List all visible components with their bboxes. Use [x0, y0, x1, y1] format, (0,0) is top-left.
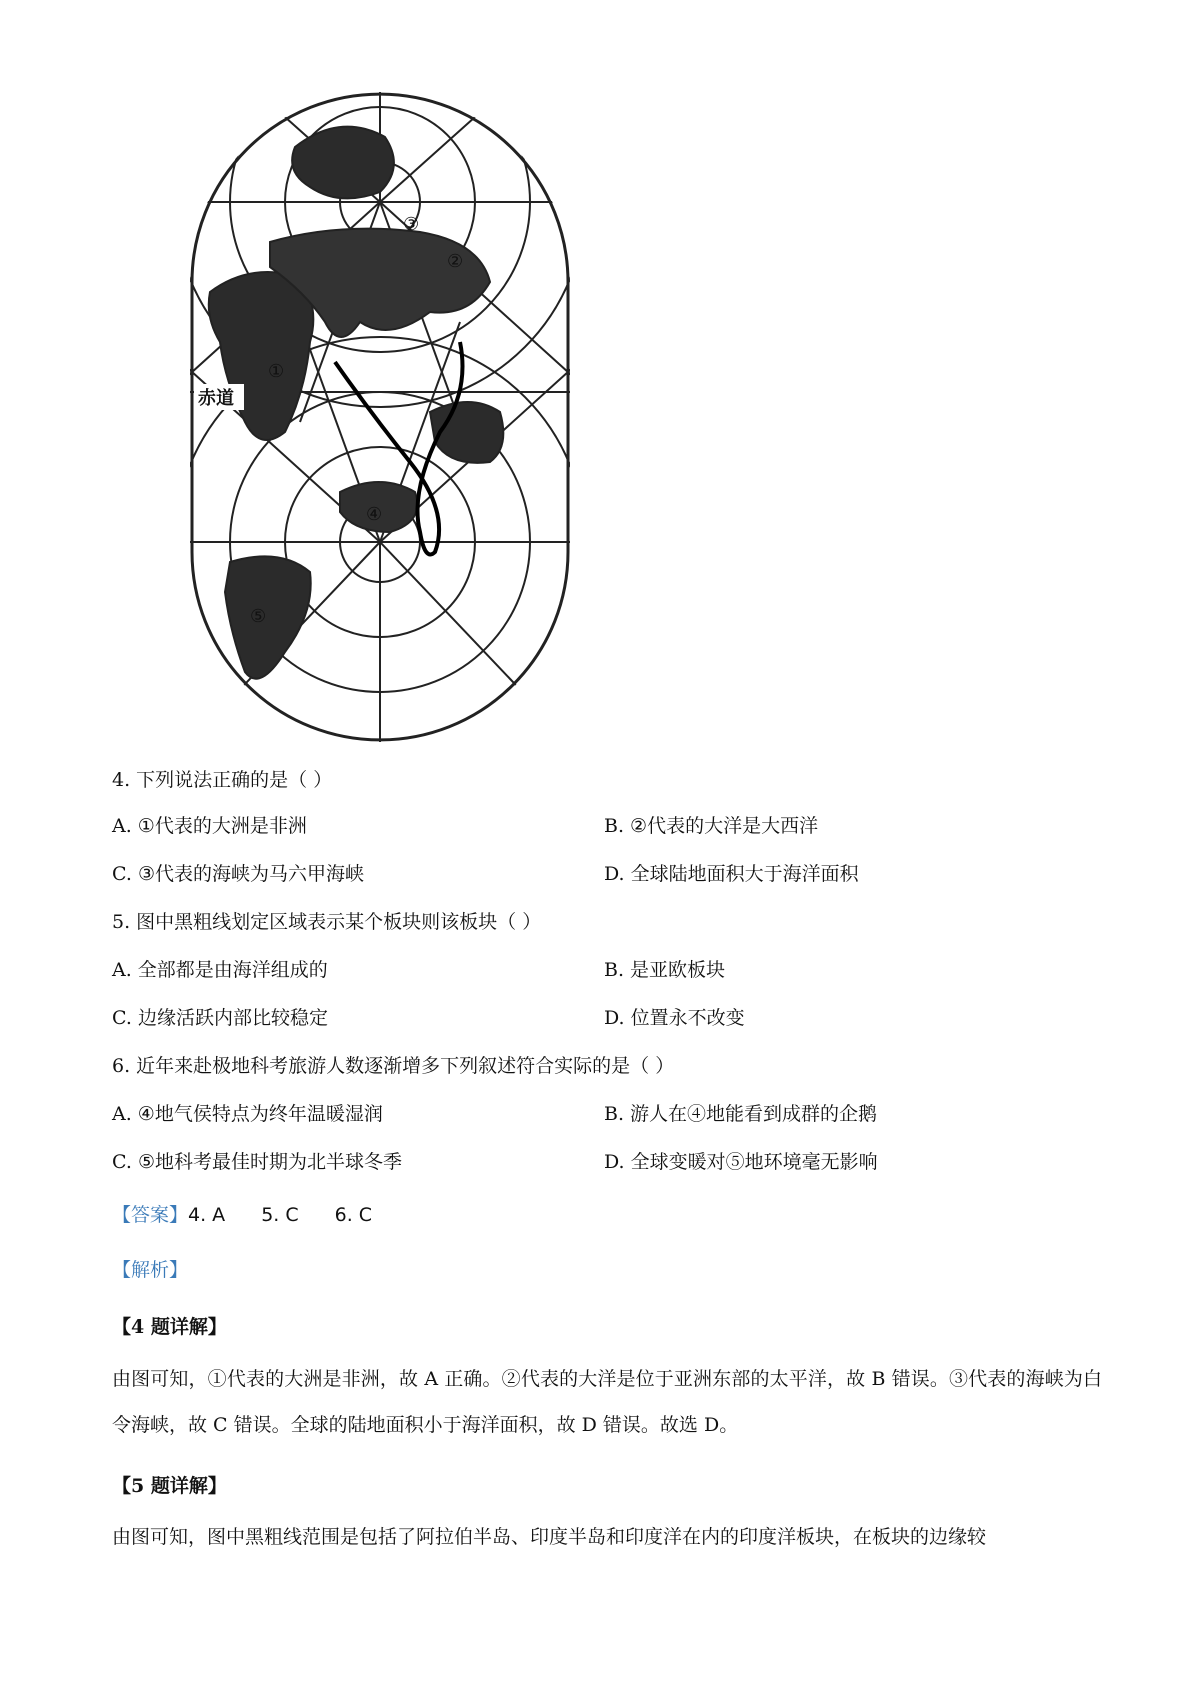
answer-tag: 【答案】: [112, 1204, 189, 1226]
answer-5: 5. C: [261, 1204, 299, 1226]
q5-detail-text: 由图可知，图中黑粗线范围是包括了阿拉伯半岛、印度半岛和印度洋在内的印度洋板块，在板块的边缘较: [112, 1526, 987, 1548]
analysis-tag-text: 【解析】: [112, 1259, 189, 1281]
answer-4: 4. A: [188, 1204, 226, 1226]
marker-3: ③: [403, 214, 420, 235]
q6-option-a: A. ④地气侯特点为终年温暖湿润: [112, 1103, 383, 1125]
q6-option-c: C. ⑤地科考最佳时期为北半球冬季: [112, 1151, 402, 1173]
q4-option-a: A. ①代表的大洲是非洲: [112, 815, 307, 837]
marker-2: ②: [447, 251, 464, 272]
q4-option-d: D. 全球陆地面积大于海洋面积: [604, 863, 859, 885]
q5-detail-heading: 【5 题详解】: [112, 1475, 227, 1497]
equator-label: 赤道: [198, 388, 234, 409]
q6-stem: 6. 近年来赴极地科考旅游人数逐渐增多下列叙述符合实际的是（ ）: [112, 1055, 675, 1077]
q5-stem: 5. 图中黑粗线划定区域表示某个板块则该板块（ ）: [112, 911, 542, 933]
q4-option-c: C. ③代表的海峡为马六甲海峡: [112, 863, 364, 885]
q4-option-b: B. ②代表的大洋是大西洋: [604, 815, 819, 837]
q6-option-b: B. 游人在④地能看到成群的企鹅: [604, 1103, 878, 1125]
answer-6: 6. C: [334, 1204, 373, 1226]
q4-detail-text: 由图可知，①代表的大洲是非洲，故 A 正确。②代表的大洋是位于亚洲东部的太平洋，故 B 错误。③代表的海峡为白令海峡，故 C 错误。全球的陆地面积小于海洋面积，故 D 错误。故选 D。: [112, 1368, 1102, 1436]
world-map-figure: [190, 92, 570, 742]
q4-stem: 4. 下列说法正确的是（ ）: [112, 769, 333, 791]
q5-option-b: B. 是亚欧板块: [604, 959, 726, 981]
analysis-tag: [112, 1258, 188, 1282]
q5-option-d: D. 位置永不改变: [604, 1007, 745, 1029]
q4-detail-heading: 【4 题详解】: [112, 1316, 227, 1338]
q5-option-c: C. 边缘活跃内部比较稳定: [112, 1007, 328, 1029]
polar-map-svg: [190, 92, 570, 742]
q5-option-a: A. 全部都是由海洋组成的: [112, 959, 328, 981]
marker-5: ⑤: [250, 606, 267, 627]
marker-1: ①: [268, 361, 285, 382]
q6-option-d: D. 全球变暖对⑤地环境毫无影响: [604, 1151, 878, 1173]
answer-line: [112, 1203, 408, 1227]
marker-4: ④: [366, 504, 383, 525]
